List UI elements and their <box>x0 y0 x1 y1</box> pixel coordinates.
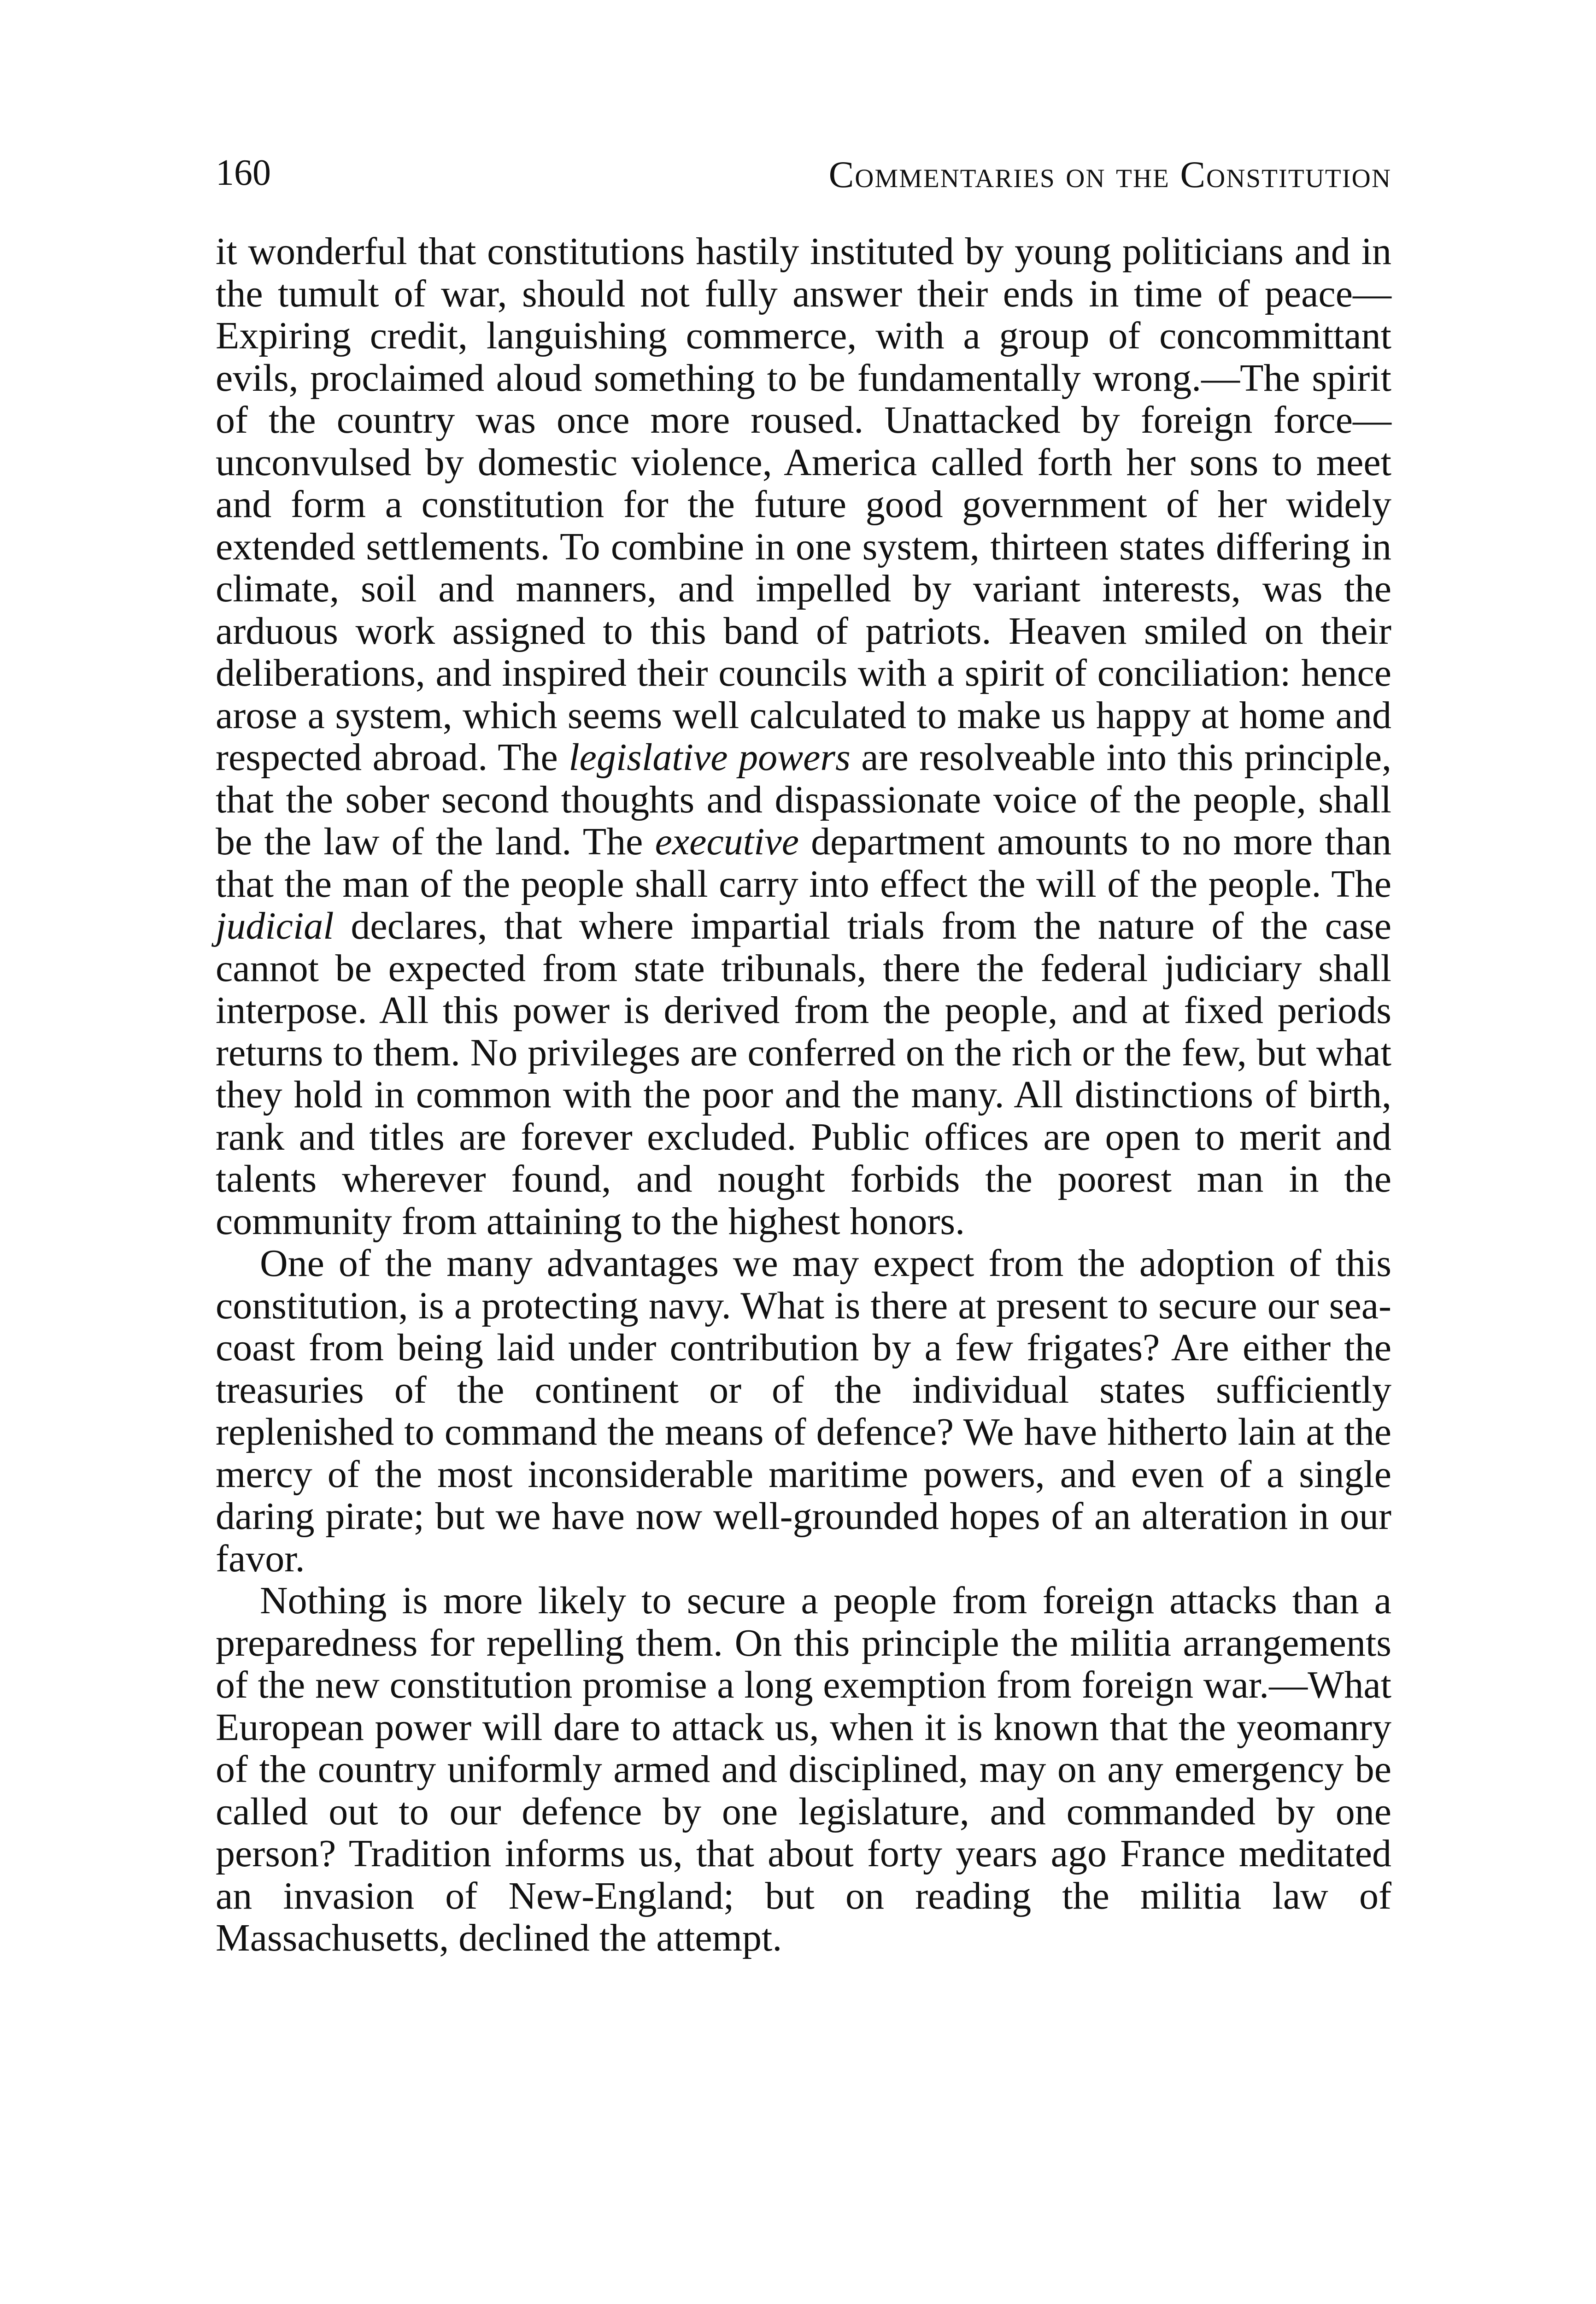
text-segment: Nothing is more likely to secure a people from foreign attacks than a preparedness for repelling them. On this principle the militia arrangements of the new constitution promise a long exemption from foreign war.—What European power will dare to attack us, when it is known that the yeomanry of the country uniformly armed and disciplined, may on any emergency be called out to our defence by one legislature, and commanded by one person? Tradition informs us, that about forty years ago France meditated an invasion of New-England; but on reading the militia law of Massachusetts, declined the attempt. <box>216 1579 1391 1959</box>
body-text <box>216 230 1391 1959</box>
text-segment: are resolveable into this principle, that the sober second thoughts and dispassionate voice of the people, shall be the law of the land. The <box>216 736 1392 863</box>
paragraph-1 <box>216 230 1391 1242</box>
text-segment: declares, that where impartial trials from the nature of the case cannot be expected from state tribunals, there the federal judiciary shall interpose. All this power is derived from the people, and at fixed periods returns to them. No privileges are conferred on the rich or the few, but what they hold in common with the poor and the many. All distinctions of birth, rank and titles are forever excluded. Public offices are open to merit and talents wherever found, and nought forbids the poorest man in the community from attaining to the highest honors. <box>216 905 1391 1243</box>
italic-term-legislative-powers: legislative powers <box>569 736 851 779</box>
italic-term-judicial: judicial <box>216 905 334 947</box>
italic-term-executive: executive <box>655 820 799 863</box>
paragraph-3 <box>216 1580 1391 1959</box>
page-number: 160 <box>216 153 271 193</box>
text-segment: department amounts to no more than that the man of the people shall carry into effect the will of the people. The <box>216 820 1391 905</box>
page-header <box>216 147 1391 197</box>
text-segment: One of the many advantages we may expect from the adoption of this constitution, is a protecting navy. What is there at present to secure our sea-coast from being laid under contribution by a few frigates? Are either the treasuries of the continent or of the individual states sufficiently replenished to command the means of defence? We have hitherto lain at the mercy of the most inconsiderable maritime powers, and even of a single daring pirate; but we have now well-grounded hopes of an alteration in our favor. <box>216 1242 1391 1580</box>
running-head: Commentaries on the Constitution <box>828 153 1391 195</box>
text-segment: it wonderful that constitutions hastily instituted by young politicians and in the tumult of war, should not fully answer their ends in time of peace—Expiring credit, languishing commerce, with a group of concommittant evils, proclaimed aloud something to be fundamentally wrong.—The spirit of the country was once more roused. Unattacked by foreign force—unconvulsed by domestic violence, America called forth her sons to meet and form a constitution for the future good government of her widely extended settlements. To combine in one system, thirteen states differing in climate, soil and manners, and impelled by variant interests, was the arduous work assigned to this band of patriots. Heaven smiled on their deliberations, and inspired their councils with a spirit of conciliation: hence arose a system, which seems well calculated to make us happy at home and respected abroad. The <box>216 230 1391 779</box>
paragraph-2 <box>216 1242 1391 1580</box>
